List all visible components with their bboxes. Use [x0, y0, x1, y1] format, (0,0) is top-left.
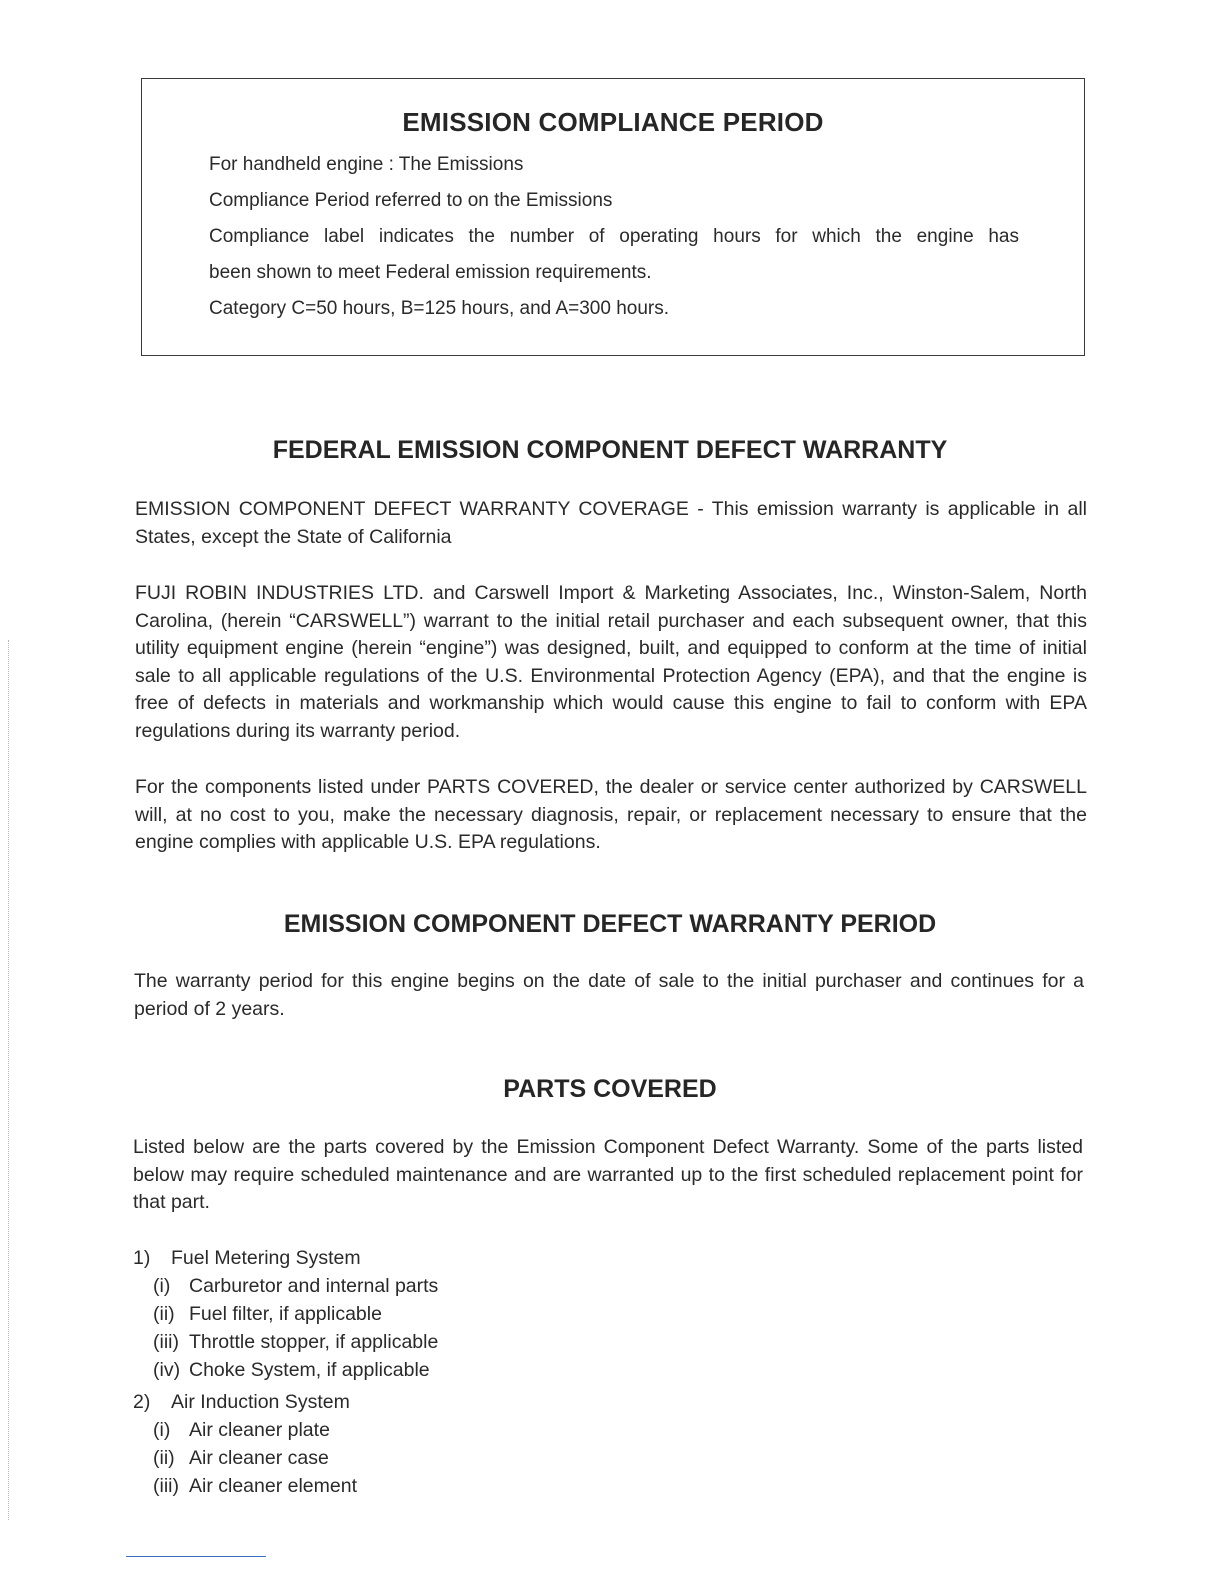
group-number: 1)	[133, 1247, 151, 1269]
group-name: Fuel Metering System	[171, 1247, 361, 1269]
parts-group	[133, 1388, 438, 1416]
item-text: Fuel filter, if applicable	[189, 1303, 382, 1325]
item-text: Choke System, if applicable	[189, 1359, 430, 1381]
parts-item	[133, 1300, 438, 1328]
item-text: Carburetor and internal parts	[189, 1275, 439, 1297]
parts-item	[133, 1444, 438, 1472]
item-label: (iii)	[153, 1331, 179, 1353]
compliance-line: Compliance label indicates the number of operating hours for which the engine has	[209, 226, 1019, 247]
warranty-period-text: The warranty period for this engine begins on the date of sale to the initial purchaser and continues for a period of 2 years.	[134, 970, 1084, 1020]
item-text: Throttle stopper, if applicable	[189, 1331, 439, 1353]
compliance-line: Category C=50 hours, B=125 hours, and A=300 hours.	[209, 298, 670, 319]
item-label: (ii)	[153, 1303, 175, 1325]
compliance-line: been shown to meet Federal emission requirements.	[209, 262, 652, 283]
warrant-paragraph: FUJI ROBIN INDUSTRIES LTD. and Carswell Import & Marketing Associates, Inc., Winston-Salem, North Carolina, (herein “CARSWELL”) warrant to the initial retail purchaser and each subsequent owner, that this utility equipment engine (herein “engine”) was designed, built, and equipped to conform at the time of initial sale to all applicable regulations of the U.S. Environmental Protection Agency (EPA), and that the engine is free of defects in materials and workmanship which would cause this engine to fail to conform with EPA regulations during its warranty period.	[135, 582, 1087, 742]
parts-item	[133, 1472, 438, 1500]
components-paragraph: For the components listed under PARTS COVERED, the dealer or service center authorized by CARSWELL will, at no cost to you, make the necessary diagnosis, repair, or replacement necessary to ensure that the engine complies with applicable U.S. EPA regulations.	[135, 776, 1087, 854]
item-text: Air cleaner element	[189, 1475, 357, 1497]
item-text: Air cleaner plate	[189, 1419, 330, 1441]
footnote-rule	[126, 1556, 266, 1557]
compliance-title: EMISSION COMPLIANCE PERIOD	[402, 107, 824, 137]
parts-item	[133, 1416, 438, 1444]
parts-group	[133, 1244, 438, 1272]
parts-item	[133, 1356, 438, 1384]
compliance-line: Compliance Period referred to on the Emissions	[209, 190, 613, 211]
parts-item	[133, 1328, 438, 1356]
group-number: 2)	[133, 1391, 151, 1413]
compliance-line: For handheld engine : The Emissions	[209, 154, 524, 175]
coverage-paragraph: EMISSION COMPONENT DEFECT WARRANTY COVERAGE - This emission warranty is applicable in all States, except the State of California	[135, 498, 1087, 548]
item-label: (iv)	[153, 1359, 181, 1381]
item-label: (i)	[153, 1419, 171, 1441]
parts-covered-heading: PARTS COVERED	[503, 1075, 717, 1103]
parts-item	[133, 1272, 438, 1300]
item-text: Air cleaner case	[189, 1447, 329, 1469]
item-label: (ii)	[153, 1447, 175, 1469]
parts-list	[133, 1244, 438, 1500]
group-name: Air Induction System	[171, 1391, 350, 1413]
item-label: (i)	[153, 1275, 171, 1297]
federal-warranty-heading: FEDERAL EMISSION COMPONENT DEFECT WARRANTY	[272, 436, 948, 464]
compliance-box	[141, 78, 1085, 356]
item-label: (iii)	[153, 1475, 179, 1497]
warranty-period-heading: EMISSION COMPONENT DEFECT WARRANTY PERIOD	[283, 910, 937, 938]
parts-intro: Listed below are the parts covered by the Emission Component Defect Warranty. Some of the parts listed below may require scheduled maintenance and are warranted up to the first scheduled replacement point for that part.	[133, 1136, 1083, 1214]
scan-edge-mark	[8, 640, 9, 1520]
